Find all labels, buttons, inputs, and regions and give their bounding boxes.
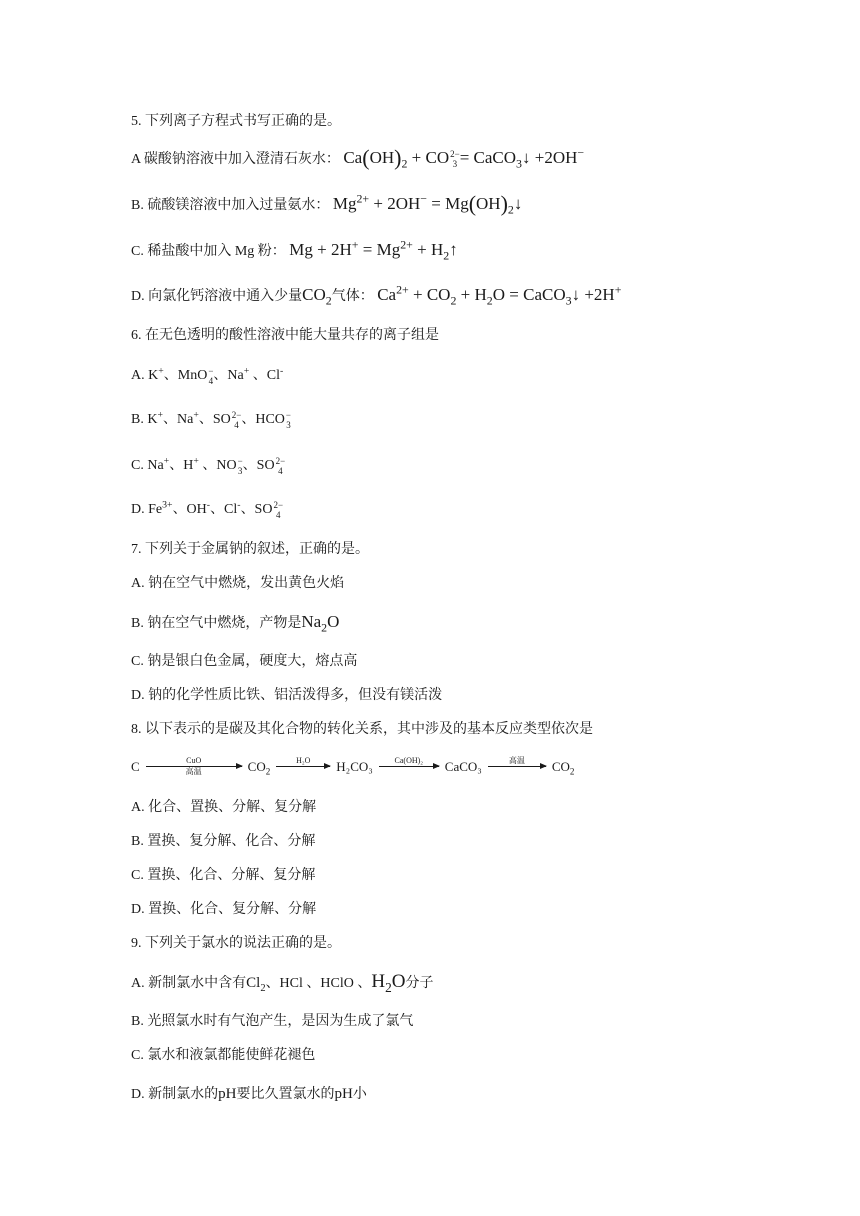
q6-option-d[interactable] — [131, 500, 283, 520]
q7-stem: 7. 下列关于金属钠的叙述，正确的是。 — [131, 542, 369, 557]
arrow-1-bottom: 高温 — [185, 767, 202, 776]
chain-c: C — [131, 758, 140, 774]
q8-option-a[interactable]: A. 化合、置换、分解、复分解 — [131, 800, 317, 815]
q6-option-c[interactable] — [131, 456, 285, 476]
chain-caco3: CaCO₃ — [444, 758, 482, 774]
arrow-3-shaft — [379, 766, 439, 767]
arrow-4-top: 高温 — [508, 756, 525, 765]
q6-c-label: C. — [131, 458, 144, 474]
arrow-2-top: H₂O — [296, 756, 311, 765]
q9-a-h2o: $H_2O$ — [371, 971, 406, 995]
q6-b-label: B. — [131, 412, 144, 428]
q6-c-ions: Na+、H+ 、NO − 3 、SO 2− 4 — [147, 455, 286, 476]
q5-c-equation: $Mg + 2H^+ = Mg^{2+}$ + $H_2↑$ — [289, 237, 458, 263]
q5-option-a[interactable] — [131, 145, 585, 171]
q9-option-d[interactable] — [131, 1084, 367, 1105]
q7-option-a[interactable]: A. 钠在空气中燃烧，发出黄色火焰 — [131, 576, 345, 591]
q6-a-label: A. — [131, 368, 145, 384]
q5-b-text: B. 硫酸镁溶液中加入过量氨水： — [131, 198, 330, 213]
q7-option-d[interactable]: D. 钠的化学性质比铁、铝活泼得多，但没有镁活泼 — [131, 688, 443, 703]
q6-a-ions: K+、MnO − 4 、Na+ 、Cl- — [148, 365, 284, 386]
q7-option-c[interactable]: C. 钠是银白色金属，硬度大，熔点高 — [131, 654, 358, 669]
q5-b-equation: $Mg^{2+} + 2OH^-$ = $Mg(OH)_2↓$ — [332, 191, 523, 217]
q9-option-b[interactable]: B. 光照氯水时有气泡产生，是因为生成了氯气 — [131, 1014, 414, 1029]
q9-a-mid: 、HCl 、HClO 、 — [265, 976, 372, 991]
q8-option-b[interactable]: B. 置换、复分解、化合、分解 — [131, 834, 316, 849]
q9-d-pre: D. 新制氯水的 — [131, 1087, 219, 1102]
chain-co2: $CO_2$ — [247, 758, 271, 777]
q8-option-c[interactable]: C. 置换、化合、分解、复分解 — [131, 868, 316, 883]
q9-d-ph2: pH — [334, 1086, 353, 1102]
q6-d-ions: $Fe^{3+}$、OH-、Cl-、SO 2− 4 — [148, 499, 284, 520]
q9-d-mid: 要比久置氯水的 — [236, 1087, 335, 1102]
q6-option-a[interactable] — [131, 366, 283, 386]
q5-option-d[interactable] — [131, 282, 622, 308]
arrow-3 — [379, 756, 439, 777]
q7-option-b[interactable] — [131, 612, 339, 634]
q5-d-text2: 气体： — [331, 289, 374, 304]
arrow-4 — [488, 756, 546, 777]
q9-a-post: 分子 — [405, 976, 434, 991]
q6-stem: 6. 在无色透明的酸性溶液中能大量共存的离子组是 — [131, 328, 439, 343]
q5-d-co2: $CO_2$ — [302, 285, 332, 308]
arrow-2 — [276, 756, 330, 777]
q9-d-ph1: pH — [218, 1086, 237, 1102]
q5-d-text: D. 向氯化钙溶液中通入少量 — [131, 289, 303, 304]
q7-b-formula: $Na_2O$ — [301, 612, 340, 635]
q5-a-text: A 碳酸钠溶液中加入澄清石灰水： — [131, 152, 340, 167]
q6-b-ions: K+、Na+、SO 2− 4 、HCO − 3 — [147, 409, 291, 430]
chain-h2co3: H₂CO₃ — [336, 758, 373, 774]
q9-option-c[interactable]: C. 氯水和液氯都能使鲜花褪色 — [131, 1048, 316, 1063]
q9-stem: 9. 下列关于氯水的说法正确的是。 — [131, 936, 341, 951]
arrow-3-top: Ca(OH)₂ — [394, 756, 424, 765]
q9-a-cl2: $Cl_2$ — [246, 975, 266, 994]
q5-a-equation: $Ca(OH)_2$ + CO 2− 3 = CaCO$_3$↓ +2OH− — [343, 145, 585, 171]
arrow-1-top: CuO — [186, 756, 202, 765]
q5-d-equation: $Ca^{2+} + CO_2 + H_2O$ = CaCO$_3$↓ +2H+ — [377, 282, 622, 308]
q9-d-post: 小 — [352, 1087, 367, 1102]
q9-a-pre: A. 新制氯水中含有 — [131, 976, 247, 991]
arrow-1-shaft — [146, 766, 242, 767]
q6-option-b[interactable] — [131, 410, 291, 430]
arrow-4-shaft — [488, 766, 546, 767]
q8-conversion-chain — [131, 756, 574, 777]
q6-d-label: D. — [131, 502, 145, 518]
q9-option-a[interactable] — [131, 972, 433, 994]
q5-c-text: C. 稀盐酸中加入 Mg 粉： — [131, 244, 286, 259]
chain-co2-final: $CO_2$ — [551, 758, 575, 777]
q7-b-text: B. 钠在空气中燃烧，产物是 — [131, 616, 302, 631]
arrow-2-shaft — [276, 766, 330, 767]
arrow-1 — [146, 756, 242, 777]
q5-option-b[interactable] — [131, 191, 523, 217]
q8-option-d[interactable]: D. 置换、化合、复分解、分解 — [131, 902, 317, 917]
q5-stem: 5. 下列离子方程式书写正确的是。 — [131, 114, 341, 129]
q8-stem: 8. 以下表示的是碳及其化合物的转化关系，其中涉及的基本反应类型依次是 — [131, 722, 593, 737]
q5-option-c[interactable] — [131, 237, 458, 263]
